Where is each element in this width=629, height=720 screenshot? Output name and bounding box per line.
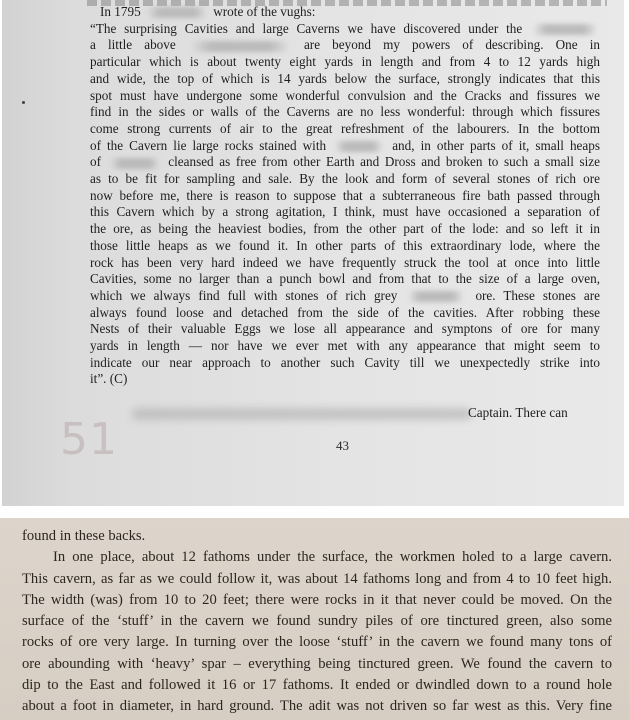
text-line [90,71,600,88]
text-line [90,204,600,221]
text-line [90,171,600,188]
text-segment: and, in other parts of it, small heaps [386,137,600,153]
redaction-blur [111,158,159,169]
text-segment: Nests of their valuable Eggs we lose all appearance and symptons of ore for many [90,321,600,337]
bottom-page-scan [0,518,629,720]
text-segment: now before me, there is reason to suppose that a subterraneous fire bath passed through [90,187,600,203]
text-segment: come strong currents of air to the great refreshment of the labourers. In the bottom [90,120,600,136]
bottom-page-body [22,526,612,718]
text-line [90,221,600,238]
top-page-scan [2,0,624,506]
text-line: The width (was) from 10 to 20 feet; there were rocks in it that never could be moved. On the [22,591,612,608]
text-segment: wrote of the vughs: [209,4,316,19]
page-stamp: 51 [60,414,118,465]
text-line [90,104,600,121]
text-line [90,88,600,105]
text-line [90,138,600,155]
text-segment: a little above [90,37,188,53]
text-line [90,21,600,38]
text-segment: cleansed as free from other Earth and Dross and broken to such a small size [162,154,600,170]
text-segment: yards in length — nor have we ever met with any appearance that might seem to [90,338,600,354]
text-line [90,321,600,338]
text-line [90,255,600,272]
redacted-footer [132,408,472,420]
text-segment: which we always find full with stones of rich grey [90,287,406,303]
text-line: dip to the East and followed it 16 or 17 fathoms. It ended or dwindled down to a round hole [22,677,612,694]
text-line [90,154,600,171]
text-segment: of [90,154,107,170]
text-line: ore abounding with ‘heavy’ spar – everything being tinctured green. We found the cavern to [22,655,612,672]
text-line: surface of the ‘stuff’ in the cavern we found sundry piles of ore tinctured green, also some [22,613,612,630]
text-line [90,54,600,71]
redaction-blur [336,141,382,152]
text-segment: In 1795 [100,4,144,19]
text-line [90,188,600,205]
text-line [90,271,600,288]
text-line [90,37,600,54]
text-line: This cavern, as far as we could follow it, was about 14 fathoms long and from 4 to 10 feet high. [22,570,612,587]
text-segment: Cavities, some no larger than a punch bowl and from that to the size of a large oven, [90,271,600,287]
text-segment: spot must have undergone some wonderful convulsion and the Cracks and fissures we [90,87,600,103]
redaction-blur [534,24,596,35]
redaction-blur [148,7,206,18]
text-line [90,4,600,21]
page-number: 43 [336,438,349,453]
text-segment: rock has been very hard indeed we have frequently struck the tool at once into little [90,254,600,270]
text-segment: the ore, as being the heaviest bodies, from the other part of the lode: and so left it in [90,221,600,237]
redaction-blur [192,41,288,52]
text-segment: this Cavern which by a strong agitation, I think, must have occasioned a separation of [90,204,600,220]
text-segment: those little heaps as we found it. In other parts of this extraordinary lode, where the [90,237,600,253]
text-segment: ore. These stones are [467,287,600,303]
text-line [90,288,600,305]
text-segment: and wide, the top of which is 14 yards below the surface, strongly indicates that this [90,70,600,86]
text-segment: find in the sides or walls of the Caverns are no less wonderful: through which fissures [90,104,600,120]
text-segment: as to be fit for sampling and sale. By the look and form of several stones of rich ore [90,171,600,187]
text-line: found in these backs. [22,528,146,544]
text-segment: are beyond my powers of describing. One in [291,37,600,53]
margin-mark [22,101,25,104]
text-segment: it”. (C) [90,371,128,387]
footer-text: Captain. There can [468,405,568,420]
text-line: In one place, about 12 fathoms under the surface, the workmen holed to a large cavern. [53,549,612,566]
text-line [90,338,600,355]
text-line: about a foot in diameter, in hard ground. The adit was not driven so far west as this. Very fine [22,698,612,715]
text-segment: indicate our near approach to another such Cavity till we unexpectedly strike into [90,354,600,370]
text-line [90,371,600,388]
text-segment: of the Cavern lie large rocks stained with [90,137,333,153]
text-line: rocks of ore very large. In turning over the loose ‘stuff’ in the cavern we found many tons of [22,634,612,651]
top-page-body [90,4,600,388]
text-line [90,305,600,322]
redaction-blur [409,291,463,302]
text-line [90,355,600,372]
text-line [90,121,600,138]
text-segment: particular which is about twenty eight yards in length and from 4 to 12 yards high [90,54,600,70]
text-line [90,238,600,255]
text-segment: always found loose and detached from the side of the cavities. After robbing these [90,304,600,320]
text-segment: “The surprising Cavities and large Caverns we have discovered under the [90,20,530,36]
